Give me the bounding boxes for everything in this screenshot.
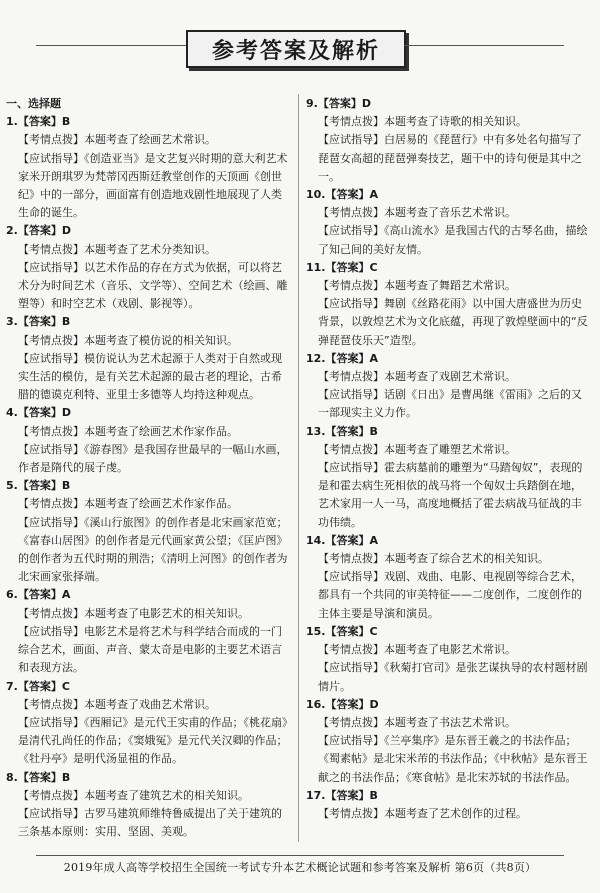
answer-item bbox=[306, 623, 590, 696]
guidance: 【应试指导】霍去病墓前的雕塑为“马踏匈奴”，表现的是和霍去病生死相依的战马将一个匈奴士兵踏倒在地，艺术家用一人一马，高度地概括了霍去病战马征战的丰功伟绩。 bbox=[318, 461, 583, 529]
answer-item bbox=[306, 696, 590, 787]
column-divider bbox=[298, 94, 299, 842]
exam-point: 【考情点拨】本题考查了艺术创作的过程。 bbox=[318, 806, 527, 820]
answer-line: 7.【答案】C bbox=[6, 679, 70, 693]
exam-point: 【考情点拨】本题考查了书法艺术常识。 bbox=[318, 715, 516, 729]
answer-item bbox=[6, 586, 292, 677]
answer-line: 10.【答案】A bbox=[306, 188, 378, 202]
answer-item bbox=[306, 186, 590, 259]
exam-point: 【考情点拨】本题考查了绘画艺术常识。 bbox=[18, 133, 216, 147]
exam-point: 【考情点拨】本题考查了舞蹈艺术常识。 bbox=[318, 279, 516, 293]
answer-line: 1.【答案】B bbox=[6, 115, 71, 129]
page-header bbox=[0, 0, 600, 72]
footer-text: 2019年成人高等学校招生全国统一考试专升本艺术概论试题和参考答案及解析 第6页（共8页） bbox=[63, 861, 537, 874]
exam-point: 【考情点拨】本题考查了诗歌的相关知识。 bbox=[318, 115, 527, 129]
footer-rule bbox=[36, 855, 564, 856]
answer-line: 4.【答案】D bbox=[6, 406, 71, 420]
answer-line: 12.【答案】A bbox=[306, 351, 378, 365]
answer-item bbox=[306, 787, 590, 823]
exam-point: 【考情点拨】本题考查了雕塑艺术常识。 bbox=[318, 442, 516, 456]
exam-point: 【考情点拨】本题考查了电影艺术的相关知识。 bbox=[18, 606, 249, 620]
guidance: 【应试指导】《西厢记》是元代王实甫的作品；《桃花扇》是清代孔尚任的作品；《窦娥冤》是元代关汉卿的作品；《牡丹亭》是明代汤显祖的作品。 bbox=[18, 715, 288, 766]
guidance: 【应试指导】戏剧、戏曲、电影、电视剧等综合艺术，都具有一个共同的审美特征——二度创作，二度创作的主体主要是导演和演员。 bbox=[318, 570, 582, 620]
page-footer bbox=[0, 855, 600, 885]
answer-line: 17.【答案】B bbox=[306, 788, 378, 802]
answer-line: 11.【答案】C bbox=[306, 260, 378, 274]
guidance: 【应试指导】白居易的《琵琶行》中有多处名句描写了琵琶女高超的琵琶弹奏技艺，题干中的诗句便是其中之一。 bbox=[318, 133, 582, 183]
guidance: 【应试指导】《兰亭集序》是东晋王羲之的书法作品；《蜀素帖》是北宋米芾的书法作品；《中秋帖》是东晋王献之的书法作品；《寒食帖》是北宋苏轼的书法作品。 bbox=[318, 734, 588, 784]
section-heading: 一、选择题 bbox=[6, 97, 61, 110]
answer-item bbox=[306, 350, 590, 423]
guidance: 【应试指导】话剧《日出》是曹禺继《雷雨》之后的又一部现实主义力作。 bbox=[318, 388, 582, 420]
answer-item bbox=[306, 95, 590, 186]
answer-line: 6.【答案】A bbox=[6, 588, 71, 602]
left-column bbox=[6, 95, 292, 841]
header-rule-right bbox=[404, 45, 564, 46]
right-column bbox=[306, 95, 590, 823]
exam-point: 【考情点拨】本题考查了绘画艺术作家作品。 bbox=[18, 497, 238, 511]
exam-point: 【考情点拨】本题考查了综合艺术的相关知识。 bbox=[318, 552, 549, 566]
answer-line: 13.【答案】B bbox=[306, 424, 378, 438]
guidance: 【应试指导】舞剧《丝路花雨》以中国大唐盛世为历史背景，以敦煌艺术为文化底蕴，再现了敦煌壁画中的“反弹琵琶伎乐天”造型。 bbox=[318, 297, 588, 347]
guidance: 【应试指导】以艺术作品的存在方式为依据，可以将艺术分为时间艺术（音乐、文学等）、空间艺术（绘画、雕塑等）和时空艺术（戏剧、影视等）。 bbox=[18, 260, 288, 311]
answer-line: 16.【答案】D bbox=[306, 697, 379, 711]
answer-line: 3.【答案】B bbox=[6, 315, 71, 329]
answer-line: 5.【答案】B bbox=[6, 479, 71, 493]
answer-item bbox=[6, 113, 292, 222]
header-rule-left bbox=[36, 45, 186, 46]
answer-line: 15.【答案】C bbox=[306, 624, 378, 638]
guidance: 【应试指导】《高山流水》是我国古代的古琴名曲，描绘了知己间的美好友情。 bbox=[318, 224, 588, 256]
exam-point: 【考情点拨】本题考查了艺术分类知识。 bbox=[18, 242, 216, 256]
exam-point: 【考情点拨】本题考查了戏曲艺术常识。 bbox=[18, 697, 216, 711]
exam-point: 【考情点拨】本题考查了电影艺术常识。 bbox=[318, 643, 516, 657]
exam-point: 【考情点拨】本题考查了绘画艺术作家作品。 bbox=[18, 424, 238, 438]
answer-item bbox=[306, 423, 590, 532]
exam-point: 【考情点拨】本题考查了模仿说的相关知识。 bbox=[18, 333, 238, 347]
guidance: 【应试指导】《溪山行旅图》的创作者是北宋画家范宽；《富春山居图》的创作者是元代画家黄公望；《匡庐图》的创作者为五代时期的荆浩；《清明上河图》的创作者为北宋画家张择端。 bbox=[18, 515, 288, 584]
answer-line: 2.【答案】D bbox=[6, 224, 71, 238]
answer-item bbox=[6, 222, 292, 313]
exam-point: 【考情点拨】本题考查了戏剧艺术常识。 bbox=[318, 370, 516, 384]
answer-item bbox=[6, 313, 292, 404]
answer-item bbox=[6, 678, 292, 769]
answer-item bbox=[306, 259, 590, 350]
guidance: 【应试指导】《游春图》是我国存世最早的一幅山水画，作者是隋代的展子虔。 bbox=[18, 442, 288, 475]
guidance: 【应试指导】模仿说认为艺术起源于人类对于自然或现实生活的模仿，是有关艺术起源的最古老的理论，古希腊的德谟克利特、亚里士多德等人均持这种观点。 bbox=[18, 351, 282, 402]
guidance: 【应试指导】古罗马建筑师维特鲁威提出了关于建筑的三条基本原则：实用、坚固、美观。 bbox=[18, 806, 282, 839]
guidance: 【应试指导】电影艺术是将艺术与科学结合而成的一门综合艺术，画面、声音、蒙太奇是电影的主要艺术语言和表现方法。 bbox=[18, 624, 282, 675]
guidance: 【应试指导】《创造亚当》是文艺复兴时期的意大利艺术家米开朗琪罗为梵蒂冈西斯廷教堂创作的天顶画《创世纪》中的一部分，画面富有创造地戏剧性地展现了人类生命的诞生。 bbox=[18, 151, 288, 220]
exam-point: 【考情点拨】本题考查了音乐艺术常识。 bbox=[318, 206, 516, 220]
answer-item bbox=[6, 769, 292, 842]
answer-line: 14.【答案】A bbox=[306, 533, 378, 547]
answer-item bbox=[6, 477, 292, 586]
page-title: 参考答案及解析 bbox=[186, 30, 406, 68]
answer-item bbox=[306, 532, 590, 623]
guidance: 【应试指导】《秋菊打官司》是张艺谋执导的农村题材剧情片。 bbox=[318, 661, 588, 693]
answer-line: 8.【答案】B bbox=[6, 770, 71, 784]
answer-item bbox=[6, 404, 292, 477]
exam-point: 【考情点拨】本题考查了建筑艺术的相关知识。 bbox=[18, 788, 249, 802]
answer-line: 9.【答案】D bbox=[306, 97, 371, 110]
